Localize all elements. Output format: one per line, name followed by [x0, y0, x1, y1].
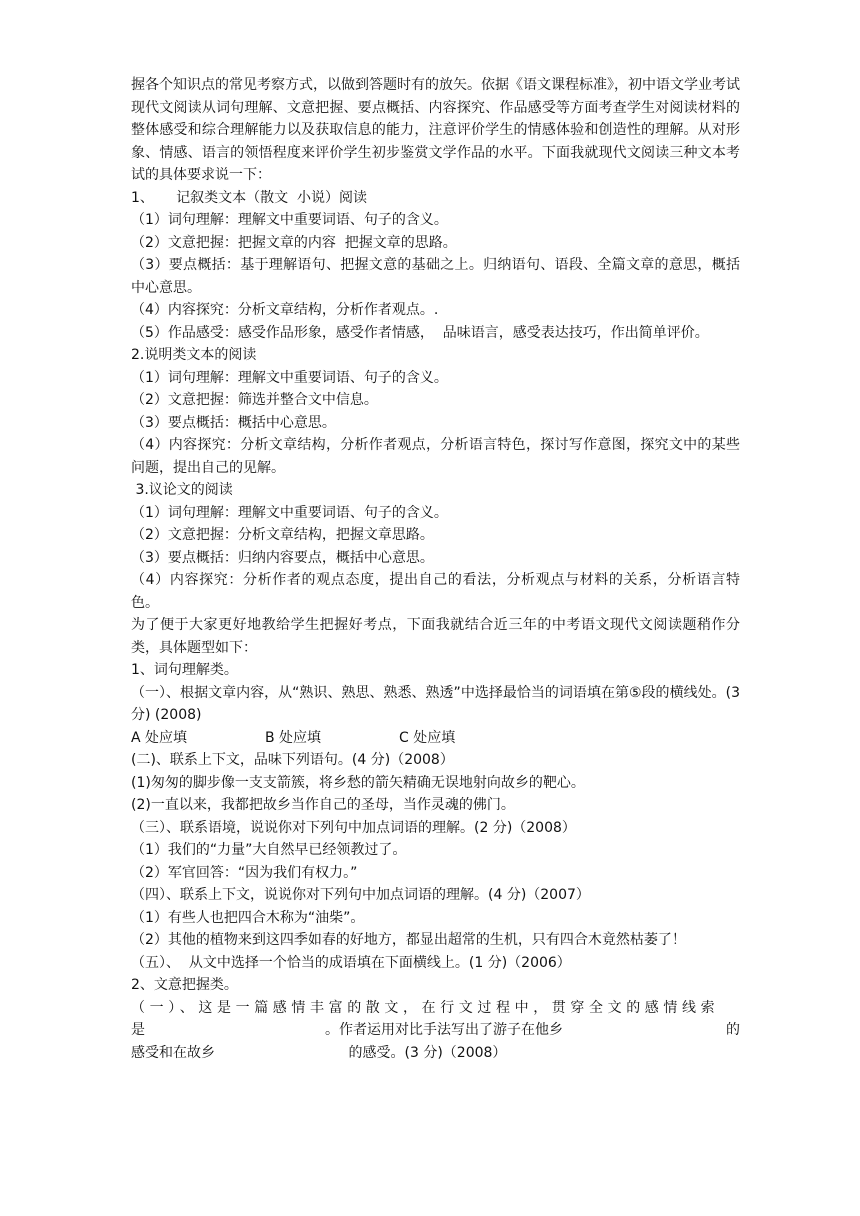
answer-options: [131, 727, 740, 750]
cat2-question-1-line2: [131, 1019, 740, 1042]
transition-paragraph: 为了便于大家更好地教给学生把握好考点，下面我就结合近三年的中考语文现代文阅读题稍作分类，具体题型如下：: [131, 617, 740, 656]
section-2-item: （1）词句理解：理解文中重要词语、句子的含义。: [131, 369, 448, 386]
option-c: C 处应填: [399, 729, 456, 746]
question-3: （三）、联系语境，说说你对下列句中加点词语的理解。(2 分)（2008）: [131, 819, 576, 836]
option-b: B 处应填: [265, 729, 322, 746]
section-1-item: （2）文意把握：把握文章的内容 把握文章的思路。: [131, 234, 457, 251]
section-3-item: （3）要点概括：归纳内容要点，概括中心意思。: [131, 549, 434, 566]
question-2: (二)、联系上下文，品味下列语句。(4 分)（2008）: [131, 752, 454, 768]
question-4-item: （1）有些人也把四合木称为“油柴”。: [131, 909, 365, 926]
question-2-item: (2)一直以来，我都把故乡当作自己的圣母，当作灵魂的佛门。: [131, 797, 515, 813]
fill-text-c: 的: [726, 1022, 740, 1038]
question-4: （四）、联系上下文，说说你对下列句中加点词语的理解。(4 分)（2007）: [131, 887, 590, 903]
question-5: （五）、 从文中选择一个恰当的成语填在下面横线上。(1 分)（2006）: [131, 954, 571, 971]
section-1-title: 1、 记叙类文本（散文 小说）阅读: [131, 189, 368, 206]
option-a: A 处应填: [131, 729, 188, 746]
section-1-item: （1）词句理解：理解文中重要词语、句子的含义。: [131, 212, 448, 228]
cat2-question-1-line3: 感受和在故乡 的感受。(3 分)（2008）: [131, 1044, 507, 1061]
fill-text-b: 。作者运用对比手法写出了游子在他乡: [325, 1022, 563, 1038]
section-2-title: 2.说明类文本的阅读: [131, 347, 257, 363]
question-3-item: （1）我们的“力量”大自然早已经领教过了。: [131, 842, 407, 858]
section-2-item: （2）文意把握：筛选并整合文中信息。: [131, 392, 378, 408]
question-1: （一）、根据文章内容，从“熟识、熟思、熟悉、熟透”中选择最恰当的词语填在第⑤段的横线处。(3 分) (2008): [131, 684, 745, 723]
section-1-item: （4）内容探究：分析文章结构，分析作者观点。.: [131, 302, 439, 318]
section-3-title: 3.议论文的阅读: [131, 482, 233, 498]
section-2-item: （3）要点概括：概括中心意思。: [131, 414, 336, 431]
section-1-item: （3）要点概括：基于理解语句、把握文意的基础之上。归纳语句、语段、全篇文章的意思，概括中心意思。: [131, 257, 740, 296]
section-3-item: （1）词句理解：理解文中重要词语、句子的含义。: [131, 504, 448, 521]
question-4-item: （2）其他的植物来到这四季如春的好地方，都显出超常的生机，只有四合木竟然枯萎了！: [131, 932, 686, 948]
section-3-item: （4）内容探究：分析作者的观点态度，提出自己的看法，分析观点与材料的关系，分析语言特色。: [131, 572, 740, 611]
category-2-title: 2、文意把握类。: [131, 977, 238, 993]
question-3-item: （2）军官回答：“因为我们有权力。”: [131, 864, 358, 881]
category-1-title: 1、词句理解类。: [131, 662, 238, 678]
section-3-item: （2）文意把握：分析文章结构，把握文章思路。: [131, 527, 434, 543]
intro-paragraph: 握各个知识点的常见考察方式，以做到答题时有的放矢。依据《语文课程标准》，初中语文学业考试现代文阅读从词句理解、文意把握、要点概括、内容探究、作品感受等方面考查学生对阅读材料的整体感受和综合理解能力以及获取信息的能力，注意评价学生的情感体验和创造性的理解。从对形象、情感、语言的领悟程度来评价学生初步鉴赏文学作品的水平。下面我就现代文阅读三种文本考试的具体要求说一下：: [131, 77, 740, 183]
question-2-item: (1)匆匆的脚步像一支支箭簇，将乡愁的箭矢精确无误地射向故乡的靶心。: [131, 774, 585, 791]
cat2-question-1-line1: （一）、这是一篇感情丰富的散文，在行文过程中，贯穿全文的感情线索: [131, 999, 720, 1016]
fill-text-a: 是: [131, 1022, 145, 1038]
section-1-item: （5）作品感受：感受作品形象，感受作者情感， 品味语言，感受表达技巧，作出简单评价。: [131, 324, 709, 341]
section-2-item: （4）内容探究：分析文章结构，分析作者观点，分析语言特色，探讨写作意图，探究文中的某些问题，提出自己的见解。: [131, 437, 740, 476]
